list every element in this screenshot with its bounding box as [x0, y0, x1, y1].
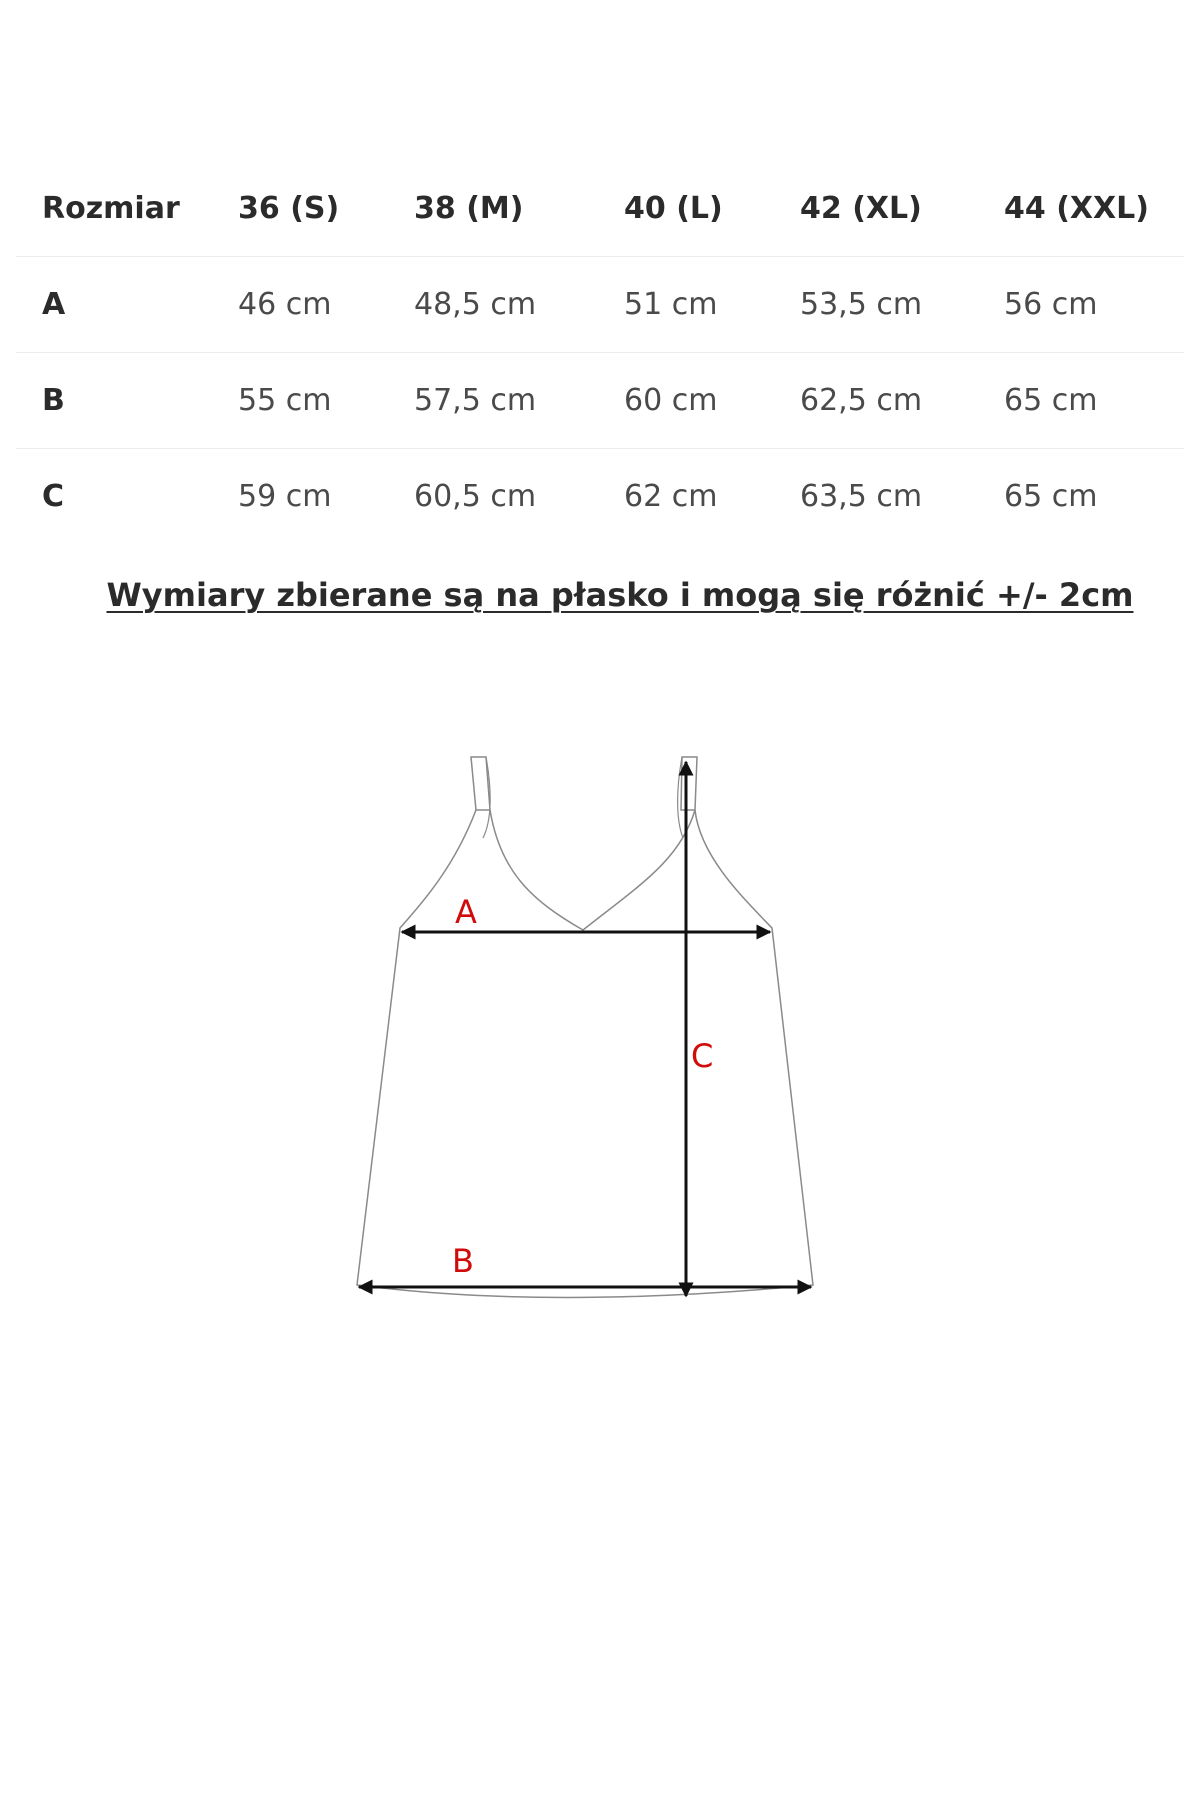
table-cell: 46 cm [212, 257, 388, 353]
table-cell: 62,5 cm [774, 353, 978, 449]
table-cell: 56 cm [978, 257, 1184, 353]
table-cell: 51 cm [598, 257, 774, 353]
garment-outline [357, 810, 813, 1298]
header-40-l: 40 (L) [598, 160, 774, 257]
header-38-m: 38 (M) [388, 160, 598, 257]
table-cell: 53,5 cm [774, 257, 978, 353]
measurement-note: Wymiary zbierane są na płasko i mogą się różnić +/- 2cm [106, 576, 1134, 614]
row-label: A [16, 257, 212, 353]
table-cell: 62 cm [624, 479, 718, 514]
table-cell: 57,5 cm [388, 353, 598, 449]
dimension-label-b: B [452, 1242, 474, 1280]
table-cell: 65 cm [1004, 479, 1098, 514]
table-cell: 63,5 cm [800, 479, 923, 514]
table-cell: 60 cm [598, 353, 774, 449]
table-cell: 55 cm [212, 353, 388, 449]
table-cell: 60,5 cm [414, 479, 537, 514]
header-42-xl: 42 (XL) [774, 160, 978, 257]
row-label: B [16, 353, 212, 449]
header-36-s: 36 (S) [212, 160, 388, 257]
table-cell: 59 cm [238, 479, 332, 514]
header-size: Rozmiar [16, 160, 212, 257]
table-cell: 65 cm [978, 353, 1184, 449]
dimension-label-a: A [455, 893, 477, 931]
right-strap [681, 757, 697, 810]
dimension-label-c: C [691, 1037, 714, 1075]
row-label: C [42, 479, 65, 514]
table-cell: 48,5 cm [388, 257, 598, 353]
header-44-xxl: 44 (XXL) [978, 160, 1184, 257]
